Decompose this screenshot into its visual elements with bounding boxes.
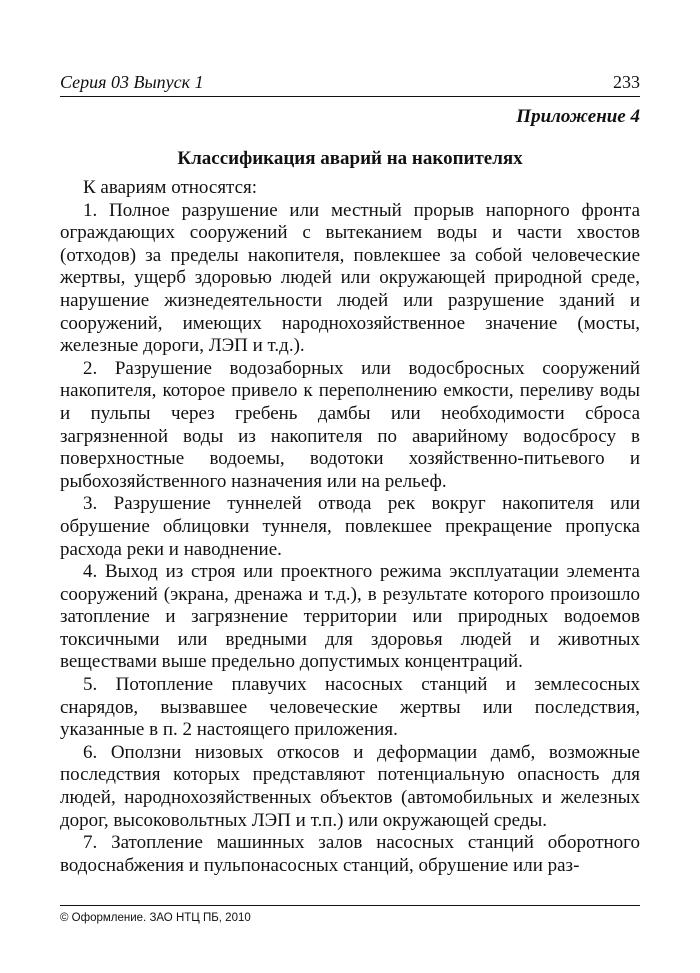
running-header	[60, 70, 640, 97]
paragraph-4: 4. Выход из строя или проектного режима эксплуатации элемента сооружений (экрана, дренажа и т.д.), в результате которого произошло затопление и загрязнение территории или природных водоемов токсичными или вредными для здоровья людей и животных веществами выше предельно допустимых концентраций.	[60, 561, 640, 673]
body-text	[60, 177, 640, 877]
paragraph-3: 3. Разрушение туннелей отвода рек вокруг накопителя или обрушение облицовки туннеля, повлекшее прекращение пропуска расхода реки и наводнение.	[60, 493, 640, 560]
paragraph-6: 6. Оползни низовых откосов и деформации дамб, возможные последствия которых представляют потенциальную опасность для людей, народнохозяйственных объектов (автомобильных и железных дорог, высоковольтных ЛЭП и т.п.) или окружающей среды.	[60, 741, 640, 831]
copyright-footer: © Оформление. ЗАО НТЦ ПБ, 2010	[60, 912, 251, 924]
footer-divider	[60, 905, 640, 906]
page-number: 233	[613, 72, 640, 92]
paragraph-5: 5. Потопление плавучих насосных станций и землесосных снарядов, вызвавшее человеческие жертвы или последствия, указанные в п. 2 настоящего приложения.	[60, 674, 640, 741]
intro-paragraph: К авариям относятся:	[83, 177, 258, 198]
paragraph-7: 7. Затопление машинных залов насосных станций оборотного водоснабжения и пульпонасосных станций, обрушение или раз-	[60, 832, 640, 876]
appendix-label: Приложение 4	[516, 106, 640, 127]
series-label: Серия 03 Выпуск 1	[60, 72, 204, 92]
paragraph-2: 2. Разрушение водозаборных или водосбросных сооружений накопителя, которое привело к переполнению емкости, переливу воды и пульпы через гребень дамбы или необходимости сброса загрязненной воды из накопителя по аварийному водосбросу в поверхностные водоемы, водотоки хозяйственно-питьевого и рыбохозяйственного назначения или на рельеф.	[60, 357, 640, 492]
document-title: Классификация аварий на накопителях	[177, 148, 523, 169]
paragraph-1: 1. Полное разрушение или местный прорыв напорного фронта ограждающих сооружений с вытеканием воды и части хвостов (отходов) за пределы накопителя, повлекшее за собой человеческие жертвы, ущерб здоровью людей или окружающей природной среде, нарушение жизнедеятельности людей или разрушение зданий и сооружений, имеющих народнохозяйственное значение (мосты, железные дороги, ЛЭП и т.д.).	[60, 199, 640, 357]
